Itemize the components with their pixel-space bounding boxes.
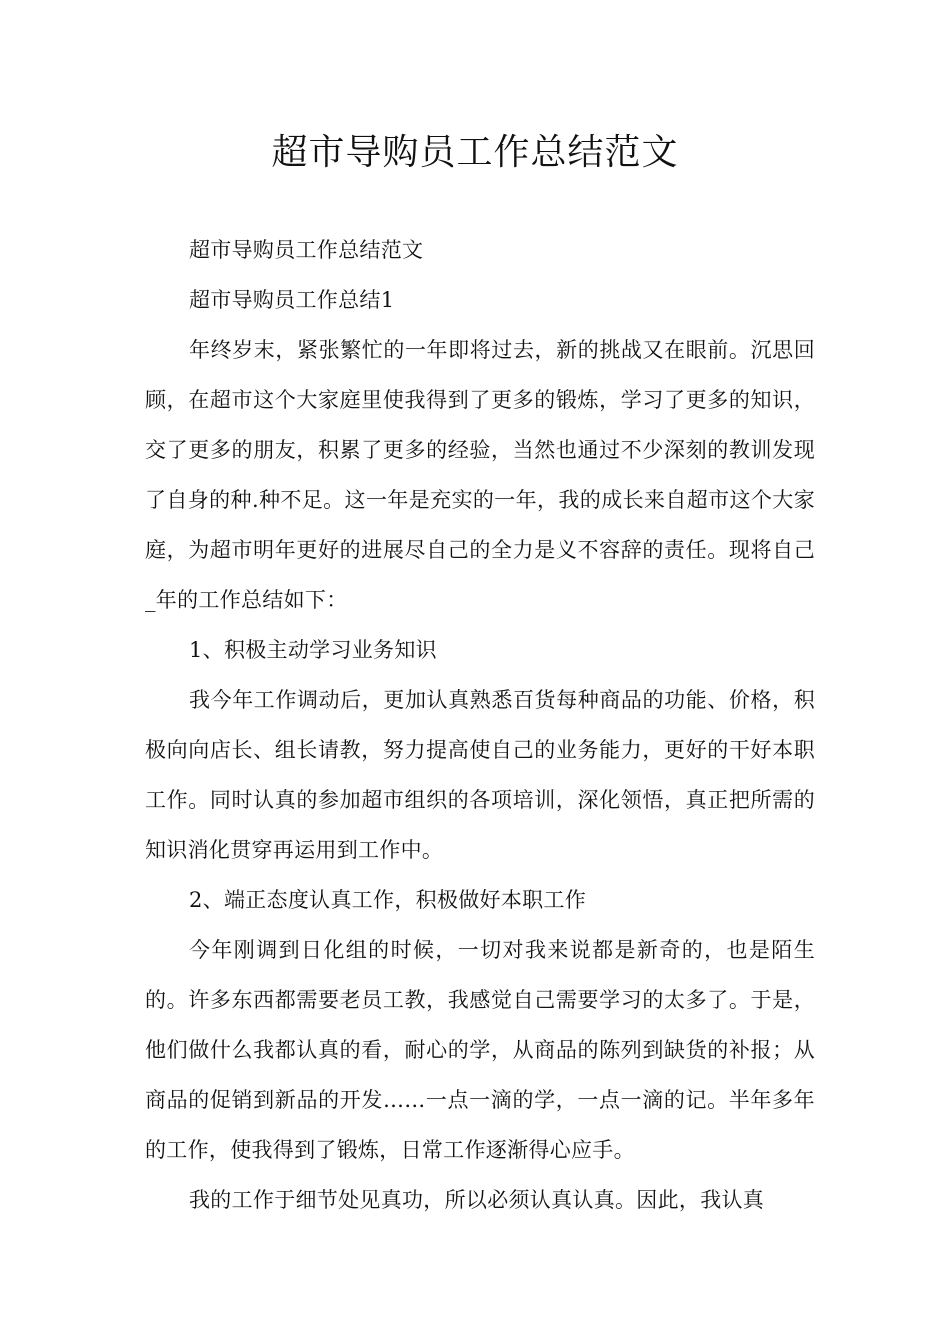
point-2-heading: 2、端正态度认真工作，积极做好本职工作	[189, 888, 587, 912]
subtitle-paragraph: 超市导购员工作总结范文	[189, 238, 424, 262]
point-2-paragraph: 今年刚调到日化组的时候，一切对我来说都是新奇的，也是陌生的。许多东西都需要老员工教，我感觉自己需要学习的太多了。于是，他们做什么我都认真的看，耐心的学，从商品的陈列到缺货的补报；从商品的促销到新品的开发……一点一滴的学，一点一滴的记。半年多年的工作，使我得到了锻炼，日常工作逐渐得心应手。	[145, 938, 815, 1162]
document-title: 超市导购员工作总结范文	[271, 132, 679, 173]
intro-paragraph: 年终岁末，紧张繁忙的一年即将过去，新的挑战又在眼前。沉思回顾，在超市这个大家庭里使我得到了更多的锻炼，学习了更多的知识，交了更多的朋友，积累了更多的经验，当然也通过不少深刻的教训发现了自身的种.种不足。这一年是充实的一年，我的成长来自超市这个大家庭，为超市明年更好的进展尽自己的全力是义不容辞的责任。现将自己_年的工作总结如下：	[145, 338, 815, 612]
closing-paragraph: 我的工作于细节处见真功，所以必须认真认真。因此，我认真	[189, 1188, 765, 1212]
point-1-paragraph: 我今年工作调动后，更加认真熟悉百货每种商品的功能、价格，积极向向店长、组长请教，努力提高使自己的业务能力，更好的干好本职工作。同时认真的参加超市组织的各项培训，深化领悟，真正把所需的知识消化贯穿再运用到工作中。	[145, 688, 815, 862]
document-body	[145, 225, 815, 1225]
section-heading: 超市导购员工作总结1	[189, 288, 395, 312]
point-1-heading: 1、积极主动学习业务知识	[189, 638, 437, 662]
